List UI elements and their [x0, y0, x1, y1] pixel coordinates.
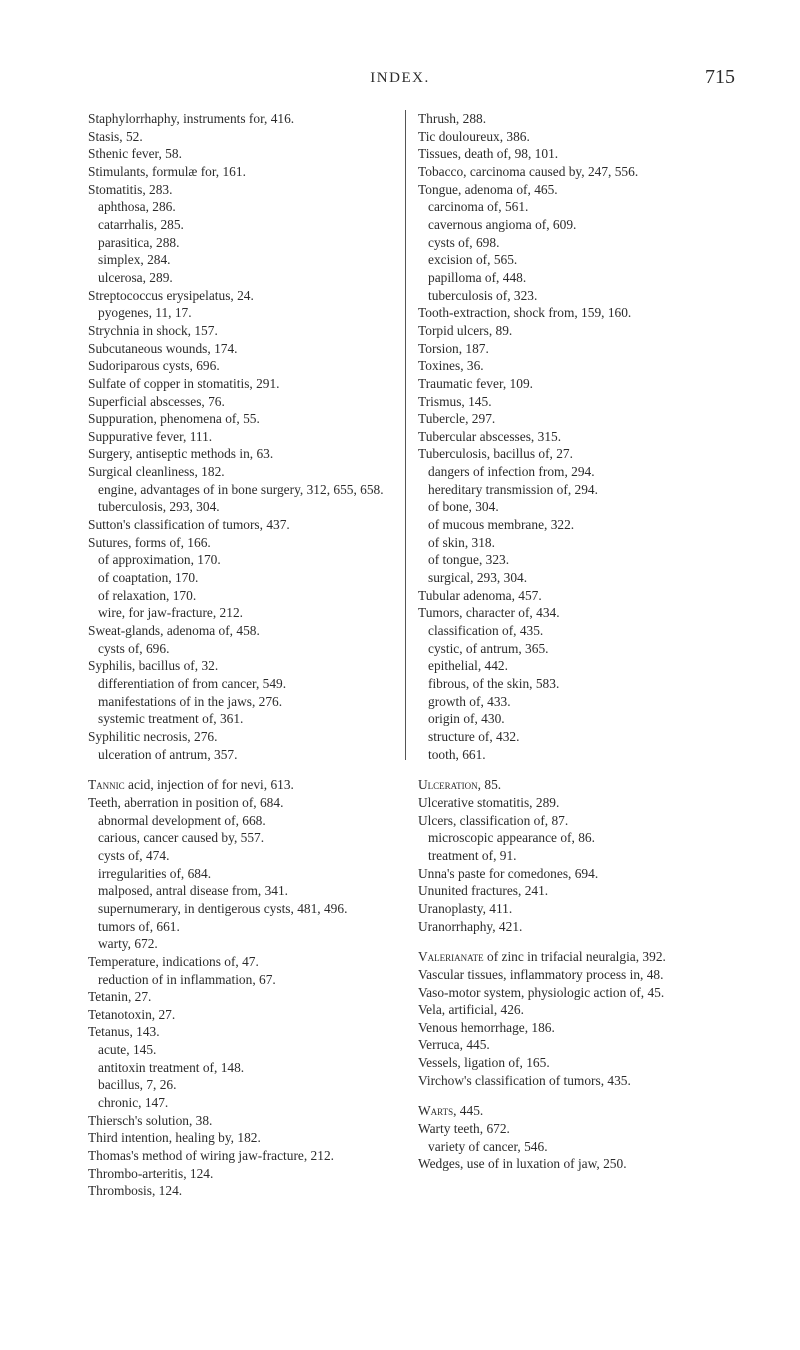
index-column-left — [88, 110, 390, 1200]
index-entry-text: Uranorrhaphy, 421. — [418, 918, 523, 934]
index-entry — [418, 604, 716, 763]
index-entry-text: Tetanin, 27. — [88, 989, 152, 1005]
index-entry-main — [88, 128, 390, 146]
index-entry-main — [88, 1165, 390, 1183]
index-entry — [418, 900, 716, 918]
index-entry — [88, 428, 390, 446]
index-entry-main — [418, 948, 716, 966]
index-entry-text: Vela, artificial, 426. — [418, 1002, 524, 1018]
index-entry-main — [418, 1072, 716, 1090]
index-entry-main — [418, 1036, 716, 1054]
index-entry — [418, 1155, 716, 1173]
index-entry — [418, 966, 716, 984]
index-entry-main — [418, 794, 716, 812]
index-entry-main — [418, 1120, 716, 1138]
index-subentry: supernumerary, in dentigerous cysts, 481, 496. — [98, 900, 348, 916]
index-entry-main — [418, 865, 716, 883]
section-lead-word: Ulceration — [418, 777, 478, 793]
index-entry-text: Strychnia in shock, 157. — [88, 322, 218, 338]
index-subentry: origin of, 430. — [428, 711, 505, 727]
index-entry — [418, 110, 716, 128]
index-subentry: aphthosa, 286. — [98, 199, 176, 215]
index-entry-main — [418, 410, 716, 428]
index-entry-main — [88, 1147, 390, 1165]
section-gap — [418, 763, 716, 776]
section-gap — [418, 1089, 716, 1102]
index-entry-main — [88, 988, 390, 1006]
page-number: 715 — [705, 66, 735, 88]
index-entry-text: Teeth, aberration in position of, 684. — [88, 794, 284, 810]
index-entry — [88, 657, 390, 728]
index-subentry: excision of, 565. — [428, 252, 518, 268]
index-entry-main — [418, 375, 716, 393]
index-entry — [88, 145, 390, 163]
index-entry — [418, 1036, 716, 1054]
index-entry-text: acid, injection of for nevi, 613. — [124, 777, 294, 793]
index-entry — [418, 410, 716, 428]
page-header — [0, 66, 800, 96]
index-entry-main — [418, 882, 716, 900]
index-entry-text: Tetanus, 143. — [88, 1024, 160, 1040]
index-entry-main — [88, 340, 390, 358]
index-entry-main — [418, 304, 716, 322]
section-gap — [88, 763, 390, 776]
index-entry-text: Tooth-extraction, shock from, 159, 160. — [418, 305, 632, 321]
index-entry — [418, 776, 716, 794]
index-subentry: structure of, 432. — [428, 728, 520, 744]
section-gap — [418, 935, 716, 948]
section-lead-word: Tannic — [88, 777, 125, 793]
index-entry-text: Syphilitic necrosis, 276. — [88, 728, 218, 744]
index-entry-main — [418, 776, 716, 794]
index-entry-main — [418, 812, 716, 830]
index-entry-main — [418, 445, 716, 463]
index-subentry: of approximation, 170. — [98, 552, 221, 568]
index-entry-main — [418, 110, 716, 128]
index-entry — [88, 181, 390, 287]
index-entry — [418, 865, 716, 883]
index-entry — [418, 357, 716, 375]
page-title: INDEX. — [370, 70, 430, 86]
index-entry-text: Thrombo-arteritis, 124. — [88, 1165, 214, 1181]
index-entry-text: Tubercle, 297. — [418, 411, 496, 427]
index-entry — [88, 1112, 390, 1130]
index-subentry: cysts of, 698. — [428, 234, 500, 250]
index-entry-text: Subcutaneous wounds, 174. — [88, 340, 238, 356]
index-entry — [418, 1120, 716, 1155]
index-entry-main — [418, 357, 716, 375]
index-entry-main — [418, 1155, 716, 1173]
index-entry — [88, 393, 390, 411]
index-subentry: catarrhalis, 285. — [98, 216, 184, 232]
index-entry-text: Toxines, 36. — [418, 358, 484, 374]
index-entry-text: Vessels, ligation of, 165. — [418, 1055, 550, 1071]
index-entry-text: Tissues, death of, 98, 101. — [418, 146, 559, 162]
index-entry-main — [418, 918, 716, 936]
index-entry-text: , 85. — [477, 777, 502, 793]
index-entry-text: Third intention, healing by, 182. — [88, 1130, 261, 1146]
index-entry-main — [88, 534, 390, 552]
index-subentry: simplex, 284. — [98, 252, 171, 268]
index-entry — [418, 587, 716, 605]
index-entry — [418, 340, 716, 358]
index-subentry: of coaptation, 170. — [98, 570, 199, 586]
index-entry — [88, 534, 390, 622]
index-subentry: cysts of, 474. — [98, 847, 170, 863]
index-entry — [418, 1072, 716, 1090]
index-entry-text: Stasis, 52. — [88, 128, 143, 144]
index-entry-text: Tic douloureux, 386. — [418, 128, 530, 144]
index-subentry: warty, 672. — [98, 936, 158, 952]
index-entry-text: Sthenic fever, 58. — [88, 146, 182, 162]
index-entry-text: Ulcers, classification of, 87. — [418, 812, 569, 828]
index-entry — [88, 375, 390, 393]
index-entry-text: Superficial abscesses, 76. — [88, 393, 225, 409]
index-entry — [418, 984, 716, 1002]
index-entry-main — [88, 163, 390, 181]
index-entry — [88, 463, 390, 516]
index-subentry: of relaxation, 170. — [98, 587, 197, 603]
index-entry-main — [418, 1019, 716, 1037]
index-entry-main — [88, 428, 390, 446]
index-subentry: of bone, 304. — [428, 499, 499, 515]
index-entry — [88, 1165, 390, 1183]
index-entry — [418, 1054, 716, 1072]
index-entry-text: Tuberculosis, bacillus of, 27. — [418, 446, 573, 462]
index-entry-text: Unna's paste for comedones, 694. — [418, 865, 599, 881]
index-subentry: pyogenes, 11, 17. — [98, 305, 192, 321]
index-entry-main — [88, 463, 390, 481]
index-subentry: carious, cancer caused by, 557. — [98, 830, 265, 846]
index-entry-text: Wedges, use of in luxation of jaw, 250. — [418, 1156, 627, 1172]
index-entry-main — [418, 1001, 716, 1019]
index-entry — [418, 322, 716, 340]
index-subentry: differentiation of from cancer, 549. — [98, 676, 287, 691]
index-entry — [88, 410, 390, 428]
index-subentry: bacillus, 7, 26. — [98, 1077, 177, 1093]
index-entry-main — [418, 587, 716, 605]
index-entry — [418, 145, 716, 163]
index-entry — [88, 1129, 390, 1147]
index-entry-main — [88, 1112, 390, 1130]
index-entry-text: Sudoriparous cysts, 696. — [88, 358, 220, 374]
index-entry — [418, 181, 716, 305]
index-entry — [88, 728, 390, 763]
index-entry-main — [418, 428, 716, 446]
index-entry-text: Tumors, character of, 434. — [418, 605, 560, 621]
index-entry-text: Tubular adenoma, 457. — [418, 587, 542, 603]
index-entry-main — [88, 322, 390, 340]
index-entry — [88, 776, 390, 794]
index-entry-main — [88, 794, 390, 812]
index-entry-main — [88, 145, 390, 163]
index-entry — [418, 428, 716, 446]
index-subentry: cysts of, 696. — [98, 640, 170, 656]
index-entry-main — [88, 728, 390, 746]
index-subentry: antitoxin treatment of, 148. — [98, 1059, 245, 1075]
index-entry-main — [88, 393, 390, 411]
index-subentry: of mucous membrane, 322. — [428, 517, 575, 533]
index-entry-text: , 445. — [453, 1103, 484, 1119]
index-entry-main — [88, 375, 390, 393]
index-entry — [88, 110, 390, 128]
index-entry-text: Uranoplasty, 411. — [418, 900, 513, 916]
index-entry-text: Venous hemorrhage, 186. — [418, 1019, 555, 1035]
index-entry-text: Ulcerative stomatitis, 289. — [418, 794, 560, 810]
index-entry-main — [88, 357, 390, 375]
index-subentry: tumors of, 661. — [98, 918, 180, 934]
index-entry-main — [418, 340, 716, 358]
index-entry — [418, 1102, 716, 1120]
index-entry-main — [88, 516, 390, 534]
index-subentry: treatment of, 91. — [428, 847, 517, 863]
index-subentry: fibrous, of the skin, 583. — [428, 676, 560, 691]
index-entry-text: Streptococcus erysipelatus, 24. — [88, 287, 254, 303]
index-subentry: engine, advantages of in bone surgery, 312, 655, 658. — [98, 481, 384, 497]
column-divider — [405, 110, 406, 760]
index-entry-main — [88, 287, 390, 305]
index-entry-main — [88, 1182, 390, 1200]
index-subentry: tuberculosis of, 323. — [428, 287, 538, 303]
index-subentry: malposed, antral disease from, 341. — [98, 883, 289, 899]
index-subentry: irregularities of, 684. — [98, 865, 212, 881]
index-entry-main — [418, 393, 716, 411]
index-subentry: variety of cancer, 546. — [428, 1138, 548, 1154]
index-entry-text: Syphilis, bacillus of, 32. — [88, 658, 219, 674]
index-entry-text: Thrush, 288. — [418, 111, 487, 126]
index-subentry: manifestations of in the jaws, 276. — [98, 693, 283, 709]
index-entry — [88, 622, 390, 657]
index-entry-text: Stomatitis, 283. — [88, 181, 173, 197]
index-entry — [418, 128, 716, 146]
index-entry — [88, 322, 390, 340]
index-entry-text: Tobacco, carcinoma caused by, 247, 556. — [418, 163, 639, 179]
index-entry-main — [88, 1006, 390, 1024]
index-entry-text: Verruca, 445. — [418, 1037, 490, 1053]
index-entry — [88, 1182, 390, 1200]
index-entry — [418, 375, 716, 393]
index-entry-text: Traumatic fever, 109. — [418, 375, 533, 391]
index-entry-text: Ununited fractures, 241. — [418, 883, 549, 899]
index-subentry: ulcerosa, 289. — [98, 269, 173, 285]
index-entry — [418, 1019, 716, 1037]
index-entry-main — [88, 776, 390, 794]
index-entry-text: Vaso-motor system, physiologic action of, 45. — [418, 984, 665, 1000]
index-entry-main — [418, 128, 716, 146]
index-entry — [88, 794, 390, 953]
index-entry-text: Tetanotoxin, 27. — [88, 1006, 176, 1022]
section-lead-word: Valerianate — [418, 949, 484, 965]
index-subentry: ulceration of antrum, 357. — [98, 746, 238, 762]
index-entry-main — [418, 1102, 716, 1120]
index-entry — [88, 163, 390, 181]
index-entry-main — [418, 984, 716, 1002]
index-entry-main — [418, 900, 716, 918]
index-subentry: chronic, 147. — [98, 1095, 169, 1111]
index-entry — [88, 1147, 390, 1165]
index-subentry: cavernous angioma of, 609. — [428, 216, 577, 232]
index-subentry: growth of, 433. — [428, 693, 511, 709]
index-entry-main — [418, 966, 716, 984]
index-entry-text: Torsion, 187. — [418, 340, 489, 356]
index-entry-text: Warty teeth, 672. — [418, 1121, 510, 1137]
index-entry-text: Surgical cleanliness, 182. — [88, 464, 225, 480]
index-entry — [88, 1006, 390, 1024]
index-subentry: papilloma of, 448. — [428, 269, 527, 285]
index-entry-text: Thomas's method of wiring jaw-fracture, 212. — [88, 1148, 334, 1164]
index-subentry: of skin, 318. — [428, 534, 495, 550]
index-subentry: carcinoma of, 561. — [428, 199, 529, 215]
index-entry-text: Suppurative fever, 111. — [88, 428, 213, 444]
index-entry-text: Sulfate of copper in stomatitis, 291. — [88, 375, 280, 391]
index-entry-main — [88, 410, 390, 428]
index-subentry: surgical, 293, 304. — [428, 570, 528, 586]
index-entry-main — [88, 657, 390, 675]
index-subentry: systemic treatment of, 361. — [98, 711, 244, 727]
index-subentry: parasitica, 288. — [98, 234, 180, 250]
index-entry — [418, 948, 716, 966]
index-entry-main — [418, 322, 716, 340]
index-entry-text: Temperature, indications of, 47. — [88, 953, 259, 969]
index-entry-text: Vascular tissues, inflammatory process in, 48. — [418, 966, 664, 982]
index-subentry: reduction of in inflammation, 67. — [98, 971, 276, 987]
index-entry-text: Thrombosis, 124. — [88, 1183, 183, 1199]
index-entry — [418, 794, 716, 812]
index-subentry: wire, for jaw-fracture, 212. — [98, 605, 243, 621]
index-entry — [88, 340, 390, 358]
index-entry-main — [88, 181, 390, 199]
index-entry-text: Stimulants, formulæ for, 161. — [88, 163, 246, 179]
index-entry — [88, 988, 390, 1006]
index-entry-main — [418, 181, 716, 199]
index-entry-text: Surgery, antiseptic methods in, 63. — [88, 446, 274, 462]
index-entry — [88, 357, 390, 375]
index-entry-text: Trismus, 145. — [418, 393, 492, 409]
index-entry-main — [88, 110, 390, 128]
index-entry-text: Tongue, adenoma of, 465. — [418, 181, 558, 197]
index-subentry: tooth, 661. — [428, 746, 486, 762]
index-entry — [418, 918, 716, 936]
index-entry — [418, 1001, 716, 1019]
index-entry-main — [418, 163, 716, 181]
index-entry-main — [88, 1023, 390, 1041]
index-entry — [88, 953, 390, 988]
index-entry — [418, 163, 716, 181]
index-subentry: epithelial, 442. — [428, 658, 508, 674]
index-entry-text: Sweat-glands, adenoma of, 458. — [88, 623, 260, 639]
index-subentry: classification of, 435. — [428, 623, 544, 639]
index-subentry: abnormal development of, 668. — [98, 812, 266, 828]
index-entry-main — [88, 622, 390, 640]
section-lead-word: Warts — [418, 1103, 454, 1119]
index-entry-text: Torpid ulcers, 89. — [418, 322, 513, 338]
index-entry — [418, 812, 716, 865]
index-entry — [418, 304, 716, 322]
index-entry-text: Virchow's classification of tumors, 435. — [418, 1072, 631, 1088]
index-entry-text: of zinc in trifacial neuralgia, 392. — [483, 949, 666, 965]
index-subentry: of tongue, 323. — [428, 552, 510, 568]
index-entry-main — [418, 604, 716, 622]
index-entry — [88, 516, 390, 534]
index-column-right — [418, 110, 716, 1173]
index-subentry: microscopic appearance of, 86. — [428, 830, 595, 846]
index-entry-main — [418, 145, 716, 163]
index-entry — [88, 128, 390, 146]
index-entry-text: Suppuration, phenomena of, 55. — [88, 411, 260, 427]
index-entry — [418, 393, 716, 411]
index-entry-text: Sutton's classification of tumors, 437. — [88, 517, 290, 533]
index-subentry: tuberculosis, 293, 304. — [98, 499, 220, 515]
index-entry-text: Sutures, forms of, 166. — [88, 534, 211, 550]
index-subentry: acute, 145. — [98, 1042, 157, 1058]
index-entry-main — [88, 1129, 390, 1147]
index-entry-main — [88, 445, 390, 463]
index-entry — [88, 445, 390, 463]
index-subentry: cystic, of antrum, 365. — [428, 640, 549, 656]
index-entry — [418, 882, 716, 900]
index-entry — [88, 287, 390, 322]
index-subentry: hereditary transmission of, 294. — [428, 481, 598, 497]
index-entry — [418, 445, 716, 586]
index-entry-main — [418, 1054, 716, 1072]
index-entry-text: Thiersch's solution, 38. — [88, 1112, 213, 1128]
index-entry-main — [88, 953, 390, 971]
index-entry-text: Tubercular abscesses, 315. — [418, 428, 562, 444]
index-entry-text: Staphylorrhaphy, instruments for, 416. — [88, 111, 295, 126]
index-subentry: dangers of infection from, 294. — [428, 464, 595, 480]
index-entry — [88, 1023, 390, 1111]
